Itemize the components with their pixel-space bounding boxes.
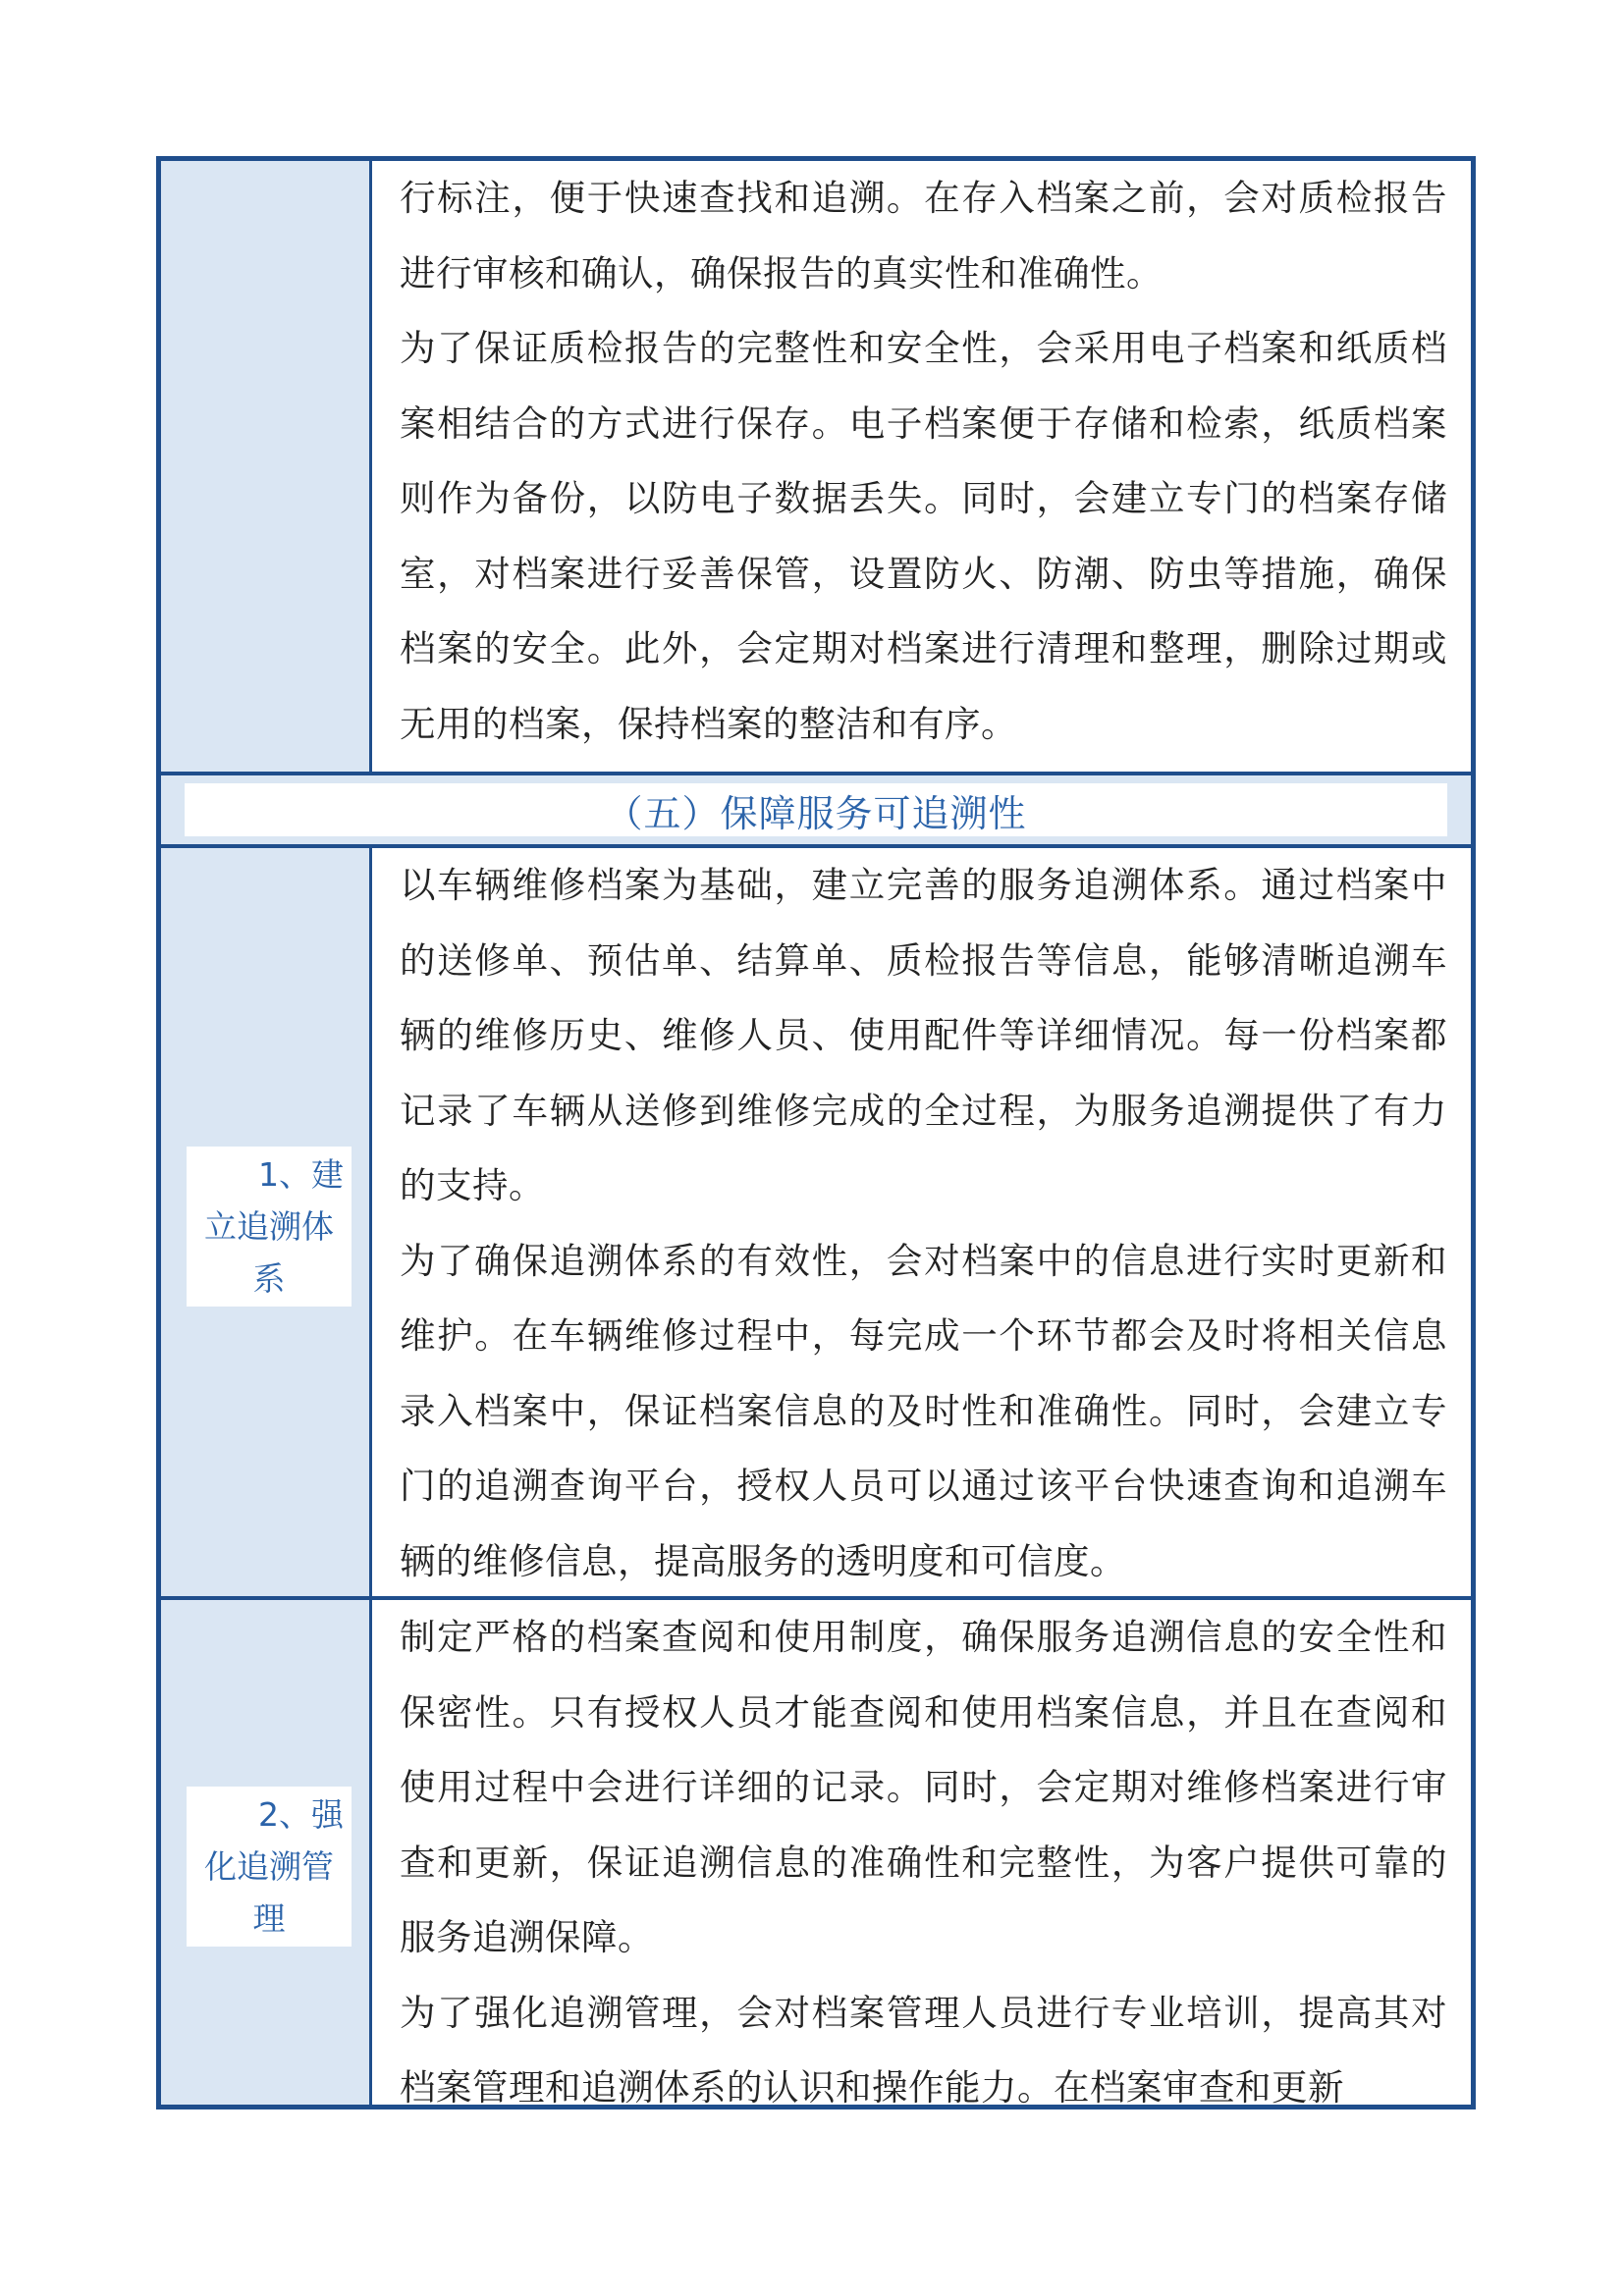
row-label-cell <box>161 848 372 1596</box>
row-label-line: 立追溯体 <box>204 1207 334 1246</box>
paragraph: 为了保证质检报告的完整性和安全性，会采用电子档案和纸质档案相结合的方式进行保存。电子档案便于存储和检索，纸质档案则作为备份，以防电子数据丢失。同时，会建立专门的档案存储室，对档案进行妥善保管，设置防火、防潮、防虫等措施，确保档案的安全。此外，会定期对档案进行清理和整理，删除过期或无用的档案，保持档案的整洁和有序。 <box>400 327 1447 745</box>
row-label-line: 理 <box>252 1899 286 1938</box>
table-row-traceability-management <box>161 1600 1471 2109</box>
row-label-box <box>187 1147 352 1307</box>
row-label-line: 系 <box>252 1259 286 1298</box>
row-label-line: 化追溯管 <box>204 1847 334 1886</box>
section-title: （五）保障服务可追溯性 <box>605 791 1027 835</box>
row-label-line: 1、建 <box>258 1155 344 1194</box>
paragraph: 为了强化追溯管理，会对档案管理人员进行专业培训，提高其对档案管理和追溯体系的认识和操作能力。在档案审查和更新 <box>400 1991 1447 2109</box>
row-label-cell <box>161 1600 372 2105</box>
table-row-quality-archive <box>161 161 1471 772</box>
row-label-cell <box>161 161 372 772</box>
row-label-box <box>187 1787 352 1947</box>
row-label-line: 2、强 <box>258 1795 344 1834</box>
table-row-traceability-system <box>161 848 1471 1596</box>
row-content-cell <box>372 161 1471 772</box>
paragraph: 制定严格的档案查阅和使用制度，确保服务追溯信息的安全性和保密性。只有授权人员才能查阅和使用档案信息，并且在查阅和使用过程中会进行详细的记录。同时，会定期对维修档案进行审查和更新，保证追溯信息的准确性和完整性，为客户提供可靠的服务追溯保障。 <box>400 1616 1447 1958</box>
paragraph: 以车辆维修档案为基础，建立完善的服务追溯体系。通过档案中的送修单、预估单、结算单、质检报告等信息，能够清晰追溯车辆的维修历史、维修人员、使用配件等详细情况。每一份档案都记录了车辆从送修到维修完成的全过程，为服务追溯提供了有力的支持。 <box>400 864 1447 1206</box>
content-table <box>156 156 1476 2109</box>
row-content-cell <box>372 1600 1471 2109</box>
row-content-cell <box>372 848 1471 1596</box>
paragraph: 行标注，便于快速查找和追溯。在存入档案之前，会对质检报告进行审核和确认，确保报告的真实性和准确性。 <box>400 177 1447 294</box>
section-title-box <box>185 783 1447 836</box>
paragraph: 为了确保追溯体系的有效性，会对档案中的信息进行实时更新和维护。在车辆维修过程中，每完成一个环节都会及时将相关信息录入档案中，保证档案信息的及时性和准确性。同时，会建立专门的追溯查询平台，授权人员可以通过该平台快速查询和追溯车辆的维修信息，提高服务的透明度和可信度。 <box>400 1239 1447 1582</box>
section-header-row <box>161 775 1471 844</box>
